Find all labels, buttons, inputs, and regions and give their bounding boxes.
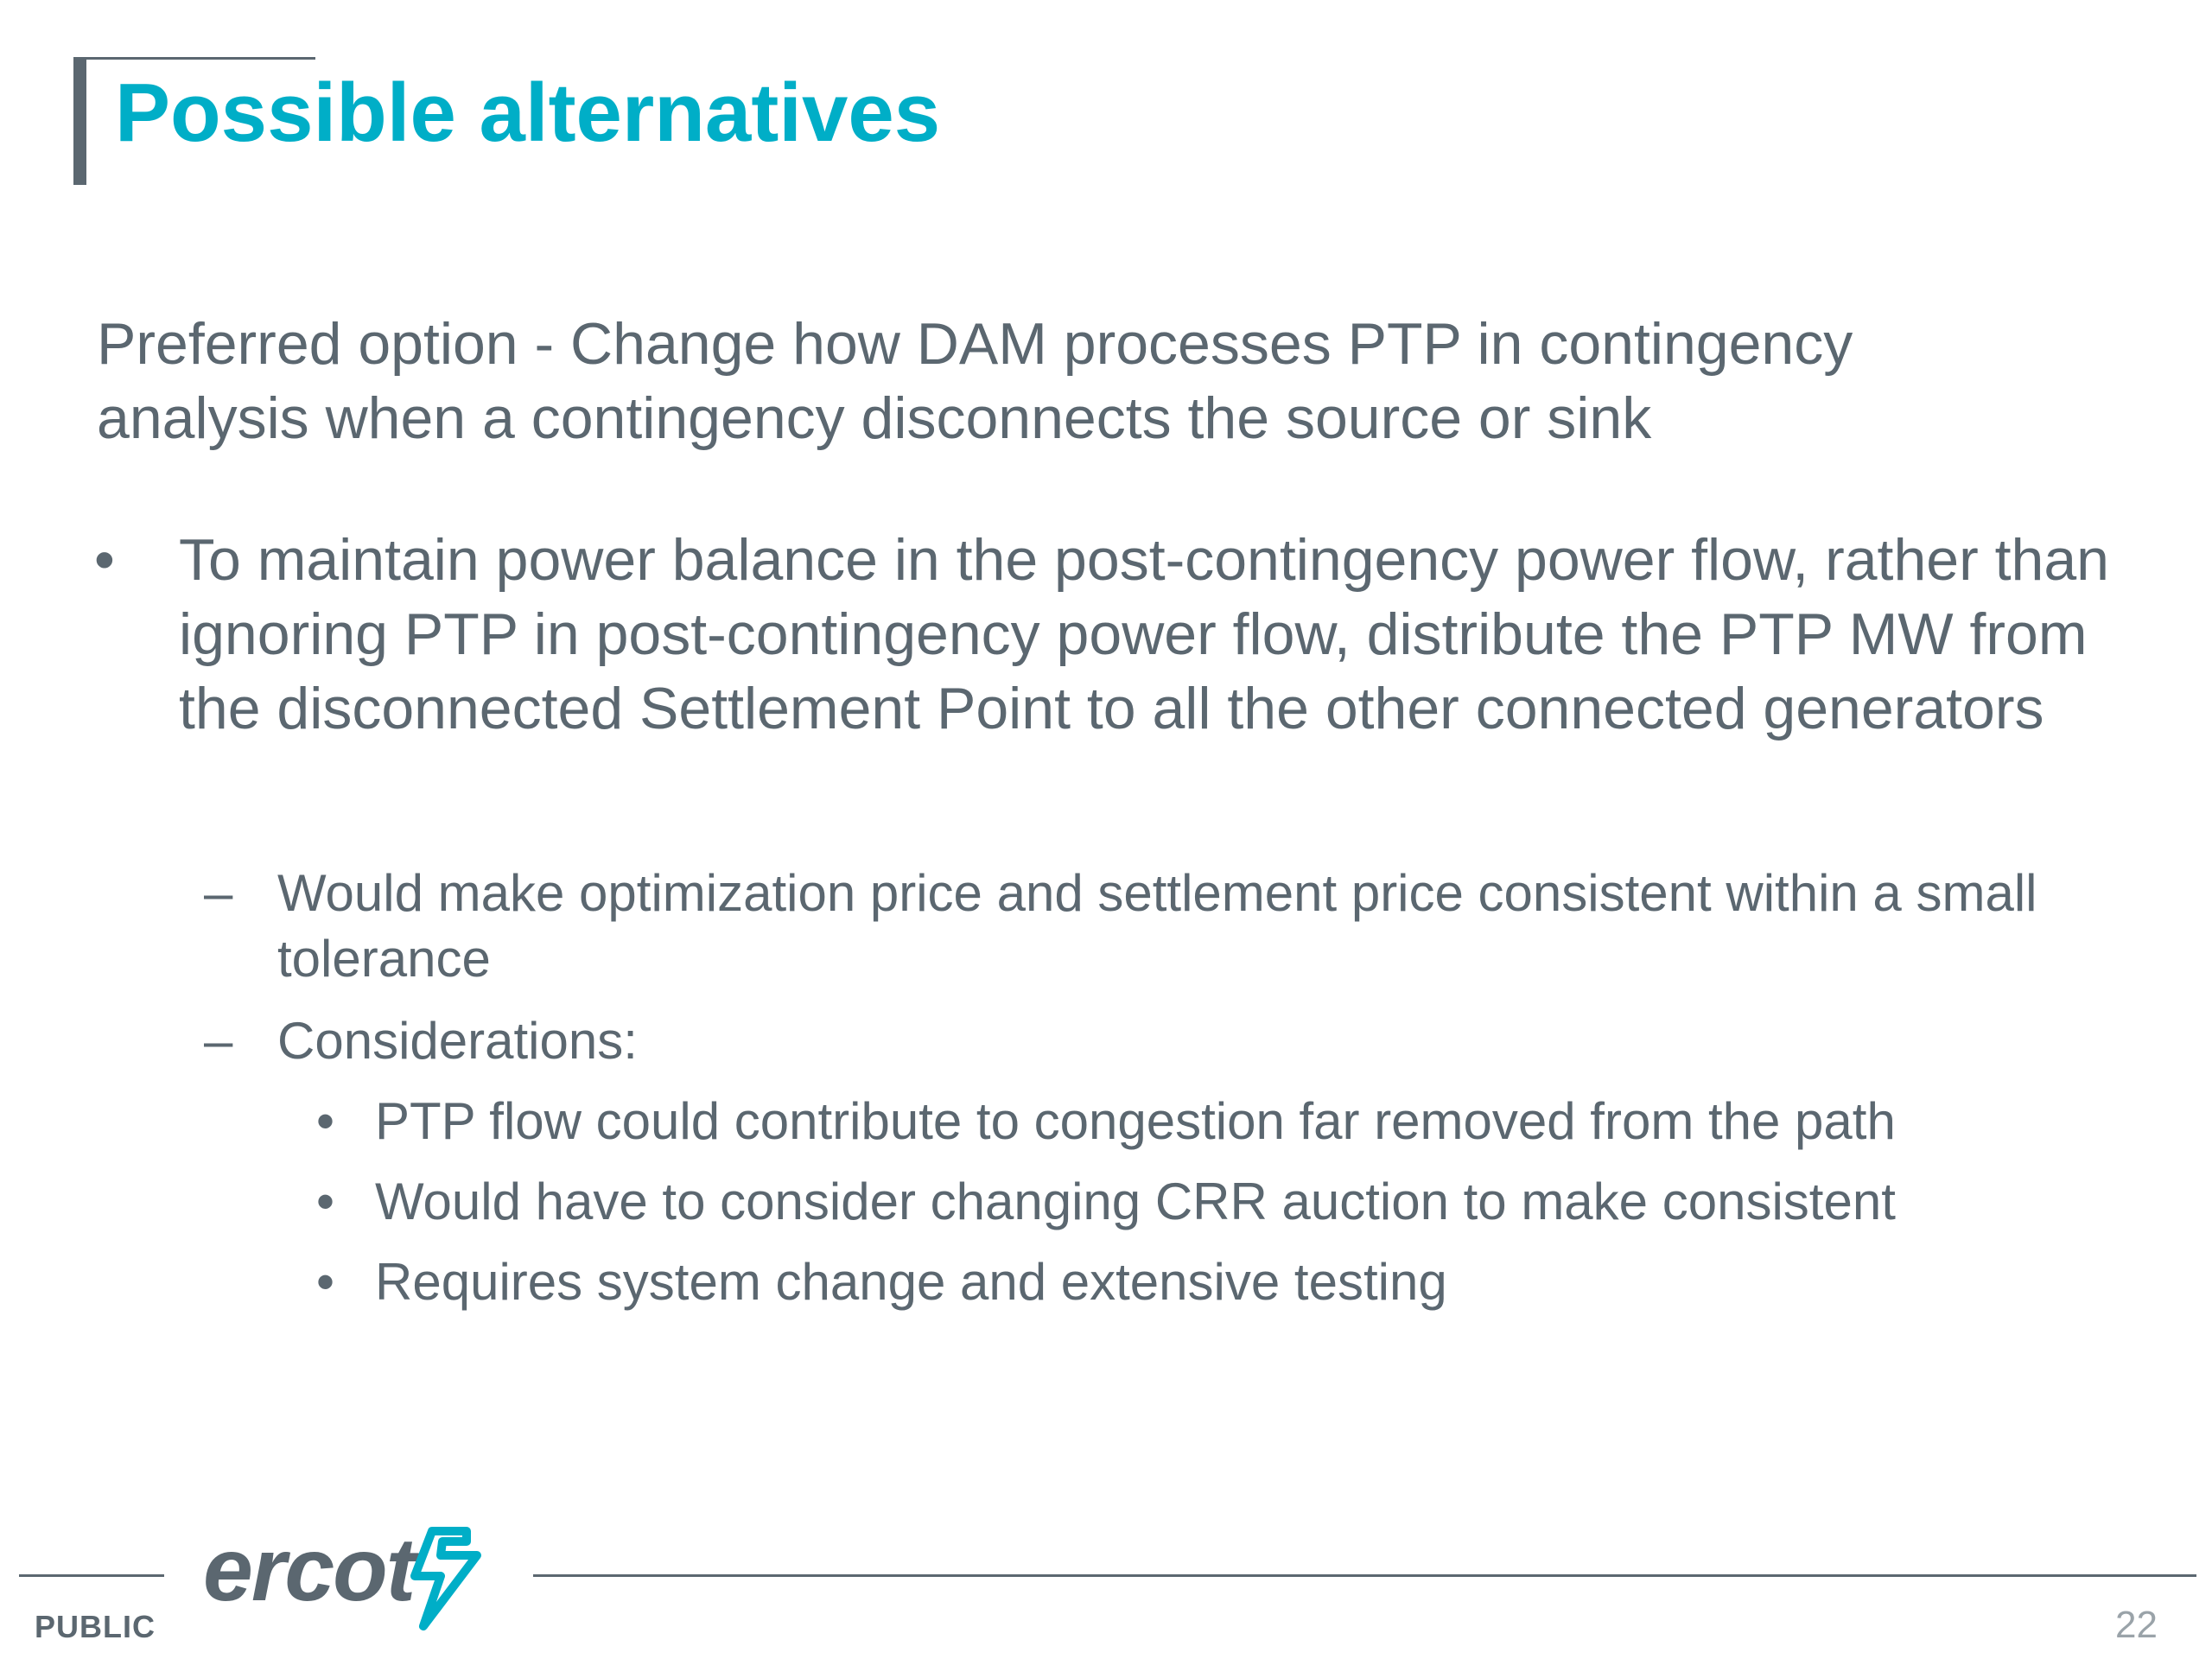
list-item-text: Would have to consider changing CRR auction to make consistent <box>375 1173 1896 1230</box>
list-item-text: Considerations: <box>277 1012 638 1070</box>
list-item <box>204 861 2092 992</box>
list-item <box>316 1169 2060 1235</box>
footer-rule-left <box>19 1574 164 1577</box>
classification-label: PUBLIC <box>35 1609 156 1644</box>
list-item <box>316 1089 2060 1154</box>
dash-marker: – <box>204 1012 233 1070</box>
title-accent-bar <box>73 57 86 185</box>
bullet-marker: • <box>94 527 115 593</box>
list-item-text: To maintain power balance in the post-contingency power flow, rather than ignoring PTP in post-contingency power flow, distribute the PTP MW from the disconnected Settlement Point to all the other connected generators <box>179 527 2109 741</box>
intro-text: Preferred option - Change how DAM processes PTP in contingency analysis when a contingency disconnects the source or sink <box>97 311 1853 451</box>
bullet-marker: • <box>316 1253 335 1311</box>
list-item <box>316 1249 2060 1315</box>
title-top-rule <box>73 57 315 60</box>
lightning-bolt-icon <box>406 1521 501 1633</box>
ercot-logo <box>203 1521 497 1633</box>
bullet-marker: • <box>316 1173 335 1230</box>
slide-title: Possible alternatives <box>115 67 941 159</box>
page-number: 22 <box>2115 1604 2158 1646</box>
list-item-text: Requires system change and extensive testing <box>375 1253 1447 1311</box>
list-item-text: PTP flow could contribute to congestion far removed from the path <box>375 1092 1896 1150</box>
logo-wordmark: ercot <box>203 1520 415 1620</box>
bullet-marker: • <box>316 1092 335 1150</box>
list-item <box>94 523 2123 746</box>
footer-rule-right <box>533 1574 2196 1577</box>
list-item <box>204 1008 2092 1074</box>
dash-marker: – <box>204 864 233 922</box>
list-item-text: Would make optimization price and settlement price consistent within a small tolerance <box>277 864 2037 988</box>
